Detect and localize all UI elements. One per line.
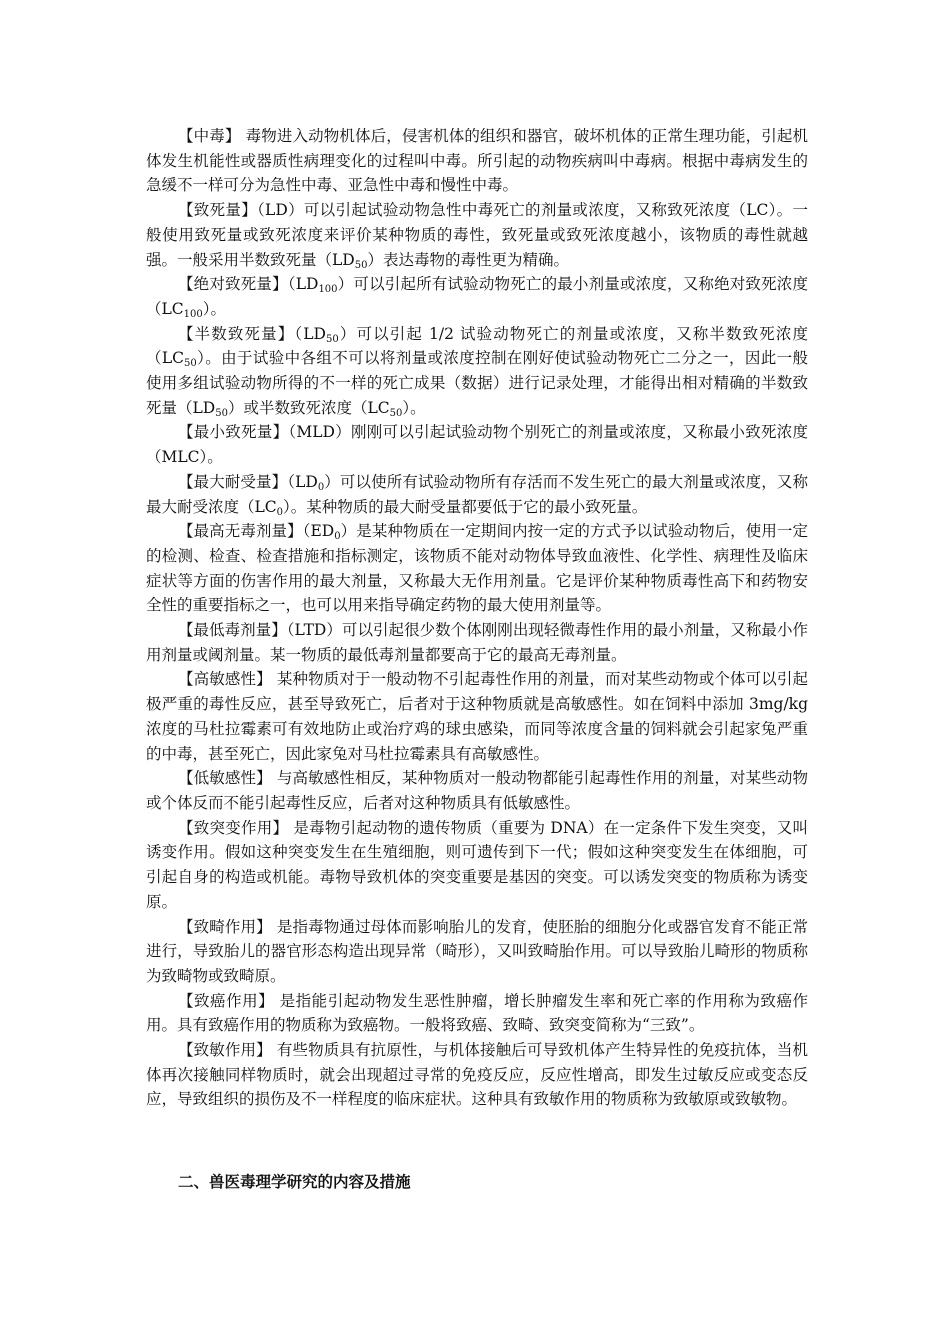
definition-paragraph: [146, 816, 808, 915]
definition-text: 毒物进入动物机体后，侵害机体的组织和器官，破坏机体的正常生理功能，引起机体发生机能性或器质性病理变化的过程叫中毒。所引起的动物疾病叫中毒病。根据中毒病发生的急缓不一样可分为急性中毒、亚急性中毒和慢性中毒。: [146, 127, 808, 195]
term-label: 【半数致死量】: [178, 324, 295, 343]
subscript: 50: [389, 407, 403, 419]
definition-text: ）或半数致死浓度（LC: [227, 398, 390, 417]
definition-text: 某种物质对于一般动物不引起毒性作用的剂量，而对某些动物或个体可以引起极严重的毒性反应，甚至导致死亡，后者对于这种物质就是高敏感性。如在饲料中添加 3mg/kg 浓度的马杜拉霉素可有效地防止或治疗鸡的球虫感染，而同等浓度含量的饲料就会引起家兔严重的中毒，甚至死亡，因此家兔对马杜拉霉素具有高敏感性。: [146, 670, 808, 763]
definition-text: （ED: [302, 522, 335, 541]
definition-text: ）。某种物质的最大耐受量都要低于它的最小致死量。: [283, 497, 648, 516]
definition-text: ）。: [202, 299, 227, 318]
definition-paragraph: [146, 766, 808, 815]
term-label: 【最低毒剂量】: [178, 621, 287, 640]
section-heading: 二、兽医毒理学研究的内容及措施: [178, 1173, 411, 1191]
definition-text: （LTD）可以引起很少数个体刚刚出现轻微毒性作用的最小剂量，又称最小作用剂量或阈剂量。某一物质的最低毒剂量都要高于它的最高无毒剂量。: [146, 621, 808, 664]
term-label: 【绝对致死量】: [178, 275, 288, 294]
definition-text: ）。: [402, 398, 426, 417]
definition-paragraph: [146, 519, 808, 618]
term-label: 【最大耐受量】: [178, 472, 288, 491]
term-label: 【致敏作用】: [178, 1041, 272, 1060]
subscript: 0: [276, 506, 284, 518]
term-label: 【致畸作用】: [178, 917, 272, 936]
definition-text: ）表达毒物的毒性更为精确。: [367, 250, 569, 269]
definition-text: ）可以引起所有试验动物死亡的最小剂量或浓度，又称绝对致死浓度（LC: [146, 275, 808, 318]
definition-text: ）可以使所有试验动物所有存活而不发生死亡的最大剂量或浓度，又称最大耐受浓度（LC: [146, 472, 808, 516]
definition-text: ）。由于试验中各组不可以将剂量或浓度控制在刚好使试验动物死亡二分之一，因此一般使用多组试验动物所得的不一样的死亡成果（数据）进行记录处理，才能得出相对精确的半数致死量（LD: [146, 349, 808, 417]
definition-text: （LD: [294, 324, 326, 343]
definition-paragraph: [146, 667, 808, 766]
subscript: 50: [215, 407, 228, 419]
term-label: 【低敏感性】: [178, 769, 272, 788]
term-label: 【致死量】: [178, 201, 257, 220]
subscript: 0: [334, 531, 341, 543]
definition-text: 是指能引起动物发生恶性肿瘤，增长肿瘤发生率和死亡率的作用称为致癌作用。具有致癌作用的物质称为致癌物。一般将致癌、致畸、致突变简称为“三致”。: [146, 991, 808, 1035]
subscript: 50: [184, 358, 197, 370]
subscript: 50: [354, 259, 368, 271]
definition-text: 是指毒物通过母体而影响胎儿的发育，使胚胎的细胞分化或器官发育不能正常进行，导致胎儿的器官形态构造出现异常（畸形），又叫致畸胎作用。可以导致胎儿畸形的物质称为致畸物或致畸原。: [146, 917, 808, 985]
definition-paragraph: [146, 322, 808, 421]
definition-paragraph: [146, 618, 808, 667]
definition-text: （MLD）刚刚可以引起试验动物个别死亡的剂量或浓度，又称最小致死浓度（MLC）。: [146, 423, 808, 467]
term-label: 【致突变作用】: [178, 818, 289, 837]
term-label: 【高敏感性】: [178, 670, 272, 689]
definition-text: （LD: [287, 275, 319, 294]
definition-text: （LD: [287, 472, 318, 491]
subscript: 50: [325, 333, 339, 345]
definition-paragraph: [146, 1038, 808, 1112]
term-label: 【中毒】: [178, 127, 241, 145]
document-body: [146, 124, 808, 1112]
definition-text: 有些物质具有抗原性，与机体接触后可导致机体产生特异性的免疫抗体，当机体再次接触同样物质时，就会出现超过寻常的免疫反应，反应性增高，即发生过敏反应或变态反应，导致组织的损伤及不一样程度的临床症状。这种具有致敏作用的物质称为致敏原或致敏物。: [146, 1041, 808, 1109]
term-label: 【致癌作用】: [178, 991, 275, 1010]
definition-paragraph: [146, 198, 808, 272]
definition-paragraph: [146, 989, 808, 1038]
term-label: 【最小致死量】: [178, 423, 289, 442]
subscript: 100: [183, 308, 203, 320]
definition-text: ）是某种物质在一定期间内按一定的方式予以试验动物后，使用一定的检测、检查、检查措施和指标测定，该物质不能对动物体导致血液性、化学性、病理性及临床症状等方面的伤害作用的最大剂量，又称最大无作用剂量。它是评价某种物质毒性高下和药物安全性的重要指标之一，也可以用来指导确定药物的最大使用剂量等。: [146, 522, 808, 615]
definition-paragraph: [146, 124, 808, 198]
subscript: 100: [318, 284, 338, 296]
definition-text: （LD）可以引起试验动物急性中毒死亡的剂量或浓度，又称致死浓度（LC）。一般使用致死量或致死浓度来评价某种物质的毒性，致死量或致死浓度越小，该物质的毒性就越强。一般采用半数致死量（LD: [146, 201, 808, 269]
definition-text: ）可以引起 1/2 试验动物死亡的剂量或浓度，又称半数致死浓度（LC: [146, 324, 808, 368]
definition-paragraph: [146, 470, 808, 519]
definition-text: 是毒物引起动物的遗传物质（重要为 DNA）在一定条件下发生突变，又叫诱变作用。假如这种突变发生在生殖细胞，则可遗传到下一代；假如这种突变发生在体细胞，可引起自身的构造或机能。毒物导致机体的突变重要是基因的突变。可以诱发突变的物质称为诱变原。: [146, 818, 808, 911]
definition-paragraph: [146, 420, 808, 469]
definition-text: 与高敏感性相反，某种物质对一般动物都能引起毒性作用的剂量，对某些动物或个体反而不能引起毒性反应，后者对这种物质具有低敏感性。: [146, 769, 808, 812]
definition-paragraph: [146, 272, 808, 321]
subscript: 0: [317, 481, 325, 493]
definition-paragraph: [146, 915, 808, 989]
term-label: 【最高无毒剂量】: [178, 522, 303, 541]
